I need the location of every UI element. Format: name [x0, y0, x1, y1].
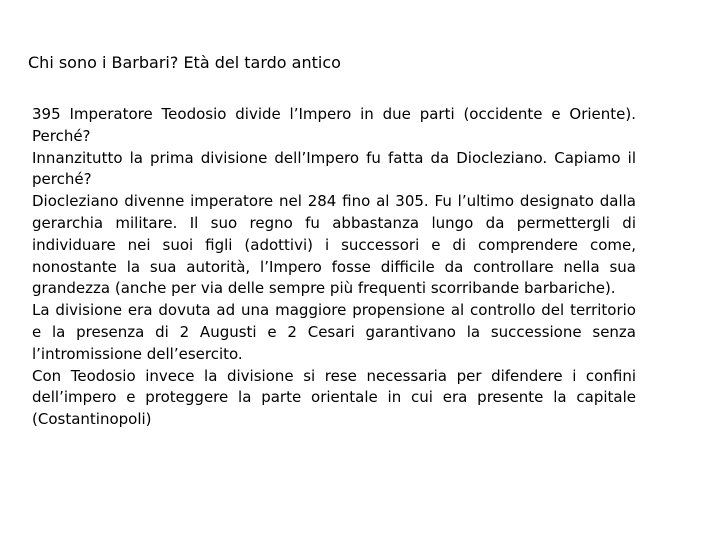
- paragraph-diocleziano: Diocleziano divenne imperatore nel 284 fino al 305. Fu l’ultimo designato dalla gerarchia militare. Il suo regno fu abbastanza lungo da permettergli di individuare nei suoi figli (adottivi) i successori e di comprendere come, nonostante la sua autorità, l’Impero fosse difficile da controllare nella sua grandezza (anche per via delle sempre più frequenti scorribande barbariche).: [32, 192, 636, 298]
- paragraph-teodosio-defense: Con Teodosio invece la divisione si rese necessaria per difendere i confini dell’impero e proteggere la parte orientale in cui era presente la capitale (Costantinopoli): [32, 366, 636, 429]
- paragraph-first-division: Innanzitutto la prima divisione dell’Impero fu fatta da Diocleziano. Capiamo il perché?: [32, 148, 636, 189]
- slide-body: [32, 104, 636, 431]
- slide-title: Chi sono i Barbari? Età del tardo antico: [28, 53, 341, 72]
- paragraph-teodosio-division: 395 Imperatore Teodosio divide l’Impero in due parti (occidente e Oriente). Perché?: [32, 105, 636, 145]
- paragraph-division-reason: La divisione era dovuta ad una maggiore propensione al controllo del territorio e la presenza di 2 Augusti e 2 Cesari garantivano la successione senza l’intromissione dell’esercito.: [32, 301, 636, 363]
